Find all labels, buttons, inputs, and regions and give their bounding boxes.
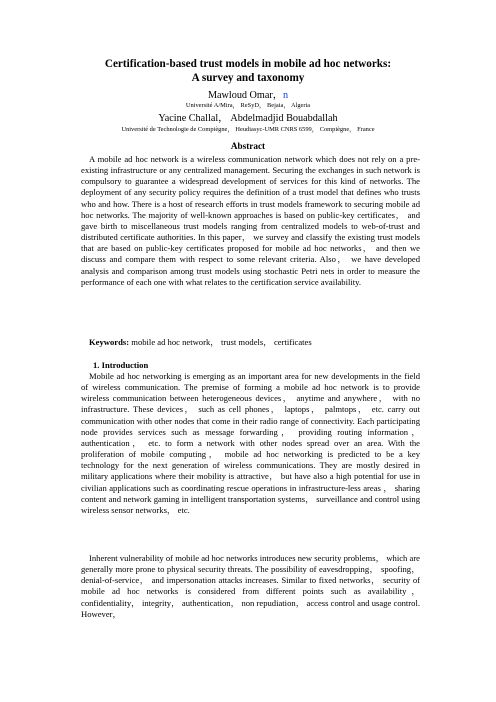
intro-paragraph-1: Mobile ad hoc networking is emerging as an important area for new developments in the field of wireless communication. The premise of forming a mobile ad hoc network is to provide wireless communication between heterogeneous devices， anytime and anywhere， with no infrastructure. These devices， such as cell phones， laptops， palmtops， etc. carry out communication with other nodes that come in their radio range of connectivity. Each participating node provides services such as message forwarding， providing routing information， authentication， etc. to form a network with other nodes spread over an area. With the proliferation of mobile computing， mobile ad hoc networking is predicted to be a key technology for the next generation of wireless communications. They are mostly desired in military applications where their mobility is attractive， but have also a high potential for use in civilian applications such as coordinating rescue operations in infrastructure-less areas ， sharing content and network gaming in intelligent transportation systems， surveillance and control using wireless sensor networks， etc. (81, 371, 420, 515)
keywords-label: Keywords: (89, 337, 130, 347)
affiliation-1: Université A/Mira， ReSyD， Bejaia， Algeria (185, 102, 311, 109)
intro-paragraph-2: Inherent vulnerability of mobile ad hoc networks introduces new security problems， which are generally more prone to physical security threats. The possibility of eavesdropping， spoofing， denial-of-service， and impersonation attacks increases. Similar to fixed networks， security of mobile ad hoc networks is considered from different points such as availability， confidentiality， integrity， authentication， non repudiation， access control and usage control. However， (81, 553, 420, 619)
abstract-text: A mobile ad hoc network is a wireless communication network which does not rely on a pre-existing infrastructure or any centralized management. Securing the exchanges in such network is compulsory to guarantee a widespread development of services for this kind of networks. The deployment of any security policy requires the definition of a trust model that defines who trusts who and how. There is a host of research efforts in trust models framework to securing mobile ad hoc networks. The majority of well-known approaches is based on public-key certificates， and gave birth to miscellaneous trust models ranging from centralized models to web-of-trust and distributed certificate authorities. In this paper， we survey and classify the existing trust models that are based on public-key certificates proposed for mobile ad hoc networks， and then we discuss and compare them with respect to some relevant criteria. Also， we have developed analysis and comparison among trust models using stochastic Petri nets in order to measure the performance of each one with what relates to the certification service availability. (81, 154, 420, 287)
affiliation-2: Université de Technologie de Compiègne， Heudiasyc-UMR CNRS 6599， Compiègne， France (121, 126, 375, 133)
author-1 (0, 86, 496, 101)
author-2: Yacine Challal， Abdelmadjid Bouabdallah (158, 113, 338, 124)
keywords-text: mobile ad hoc network， trust models， certificates (131, 337, 312, 347)
section-1-heading: 1. Introduction (93, 360, 149, 370)
abstract-heading: Abstract (230, 141, 266, 151)
paper-title-line-2: A survey and taxonomy (191, 72, 305, 84)
author-1-footnote-link[interactable]: n (282, 90, 289, 101)
keywords (89, 336, 312, 348)
author-1-name: Mawloud Omar， (207, 90, 283, 101)
paper-title-line-1: Certification-based trust models in mobile ad hoc networks: (104, 58, 392, 70)
